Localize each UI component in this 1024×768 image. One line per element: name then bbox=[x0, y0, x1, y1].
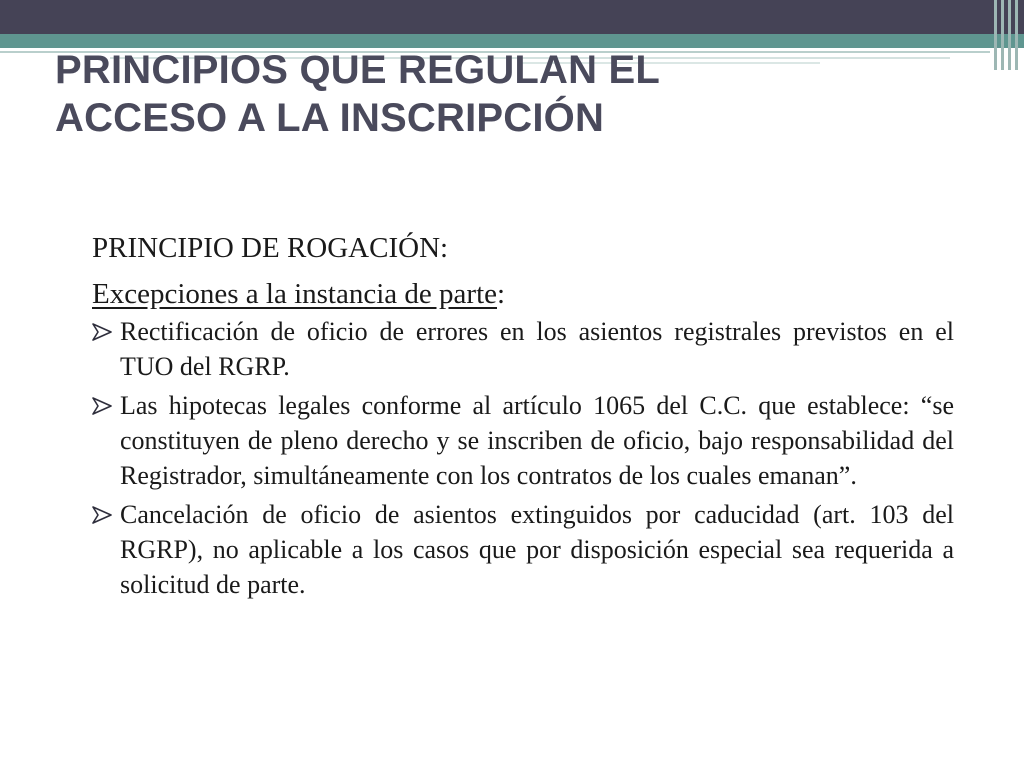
slide-title bbox=[55, 46, 955, 142]
list-item bbox=[92, 314, 954, 384]
list-item bbox=[92, 388, 954, 493]
bullet-text: Cancelación de oficio de asientos extinguidos por caducidad (art. 103 del RGRP), no aplicable a los casos que por disposición especial sea requerida a solicitud de parte. bbox=[120, 500, 954, 599]
decorative-stripes bbox=[990, 0, 1024, 70]
arrow-bullet-icon bbox=[92, 323, 112, 341]
stripe bbox=[994, 0, 997, 70]
title-line-1: PRINCIPIOS QUE REGULAN EL bbox=[55, 48, 661, 92]
section-heading: PRINCIPIO DE ROGACIÓN: bbox=[92, 232, 449, 264]
slide-body bbox=[92, 230, 954, 606]
title-line-2: ACCESO A LA INSCRIPCIÓN bbox=[55, 96, 605, 140]
section-subheading bbox=[92, 276, 954, 312]
stripe bbox=[1001, 0, 1004, 70]
bullet-text: Las hipotecas legales conforme al artículo 1065 del C.C. que establece: “se constituyen de pleno derecho y se inscriben de oficio, bajo responsabilidad del Registrador, simultáneamente con los contratos de los cuales emanan”. bbox=[120, 391, 954, 490]
subheading-colon: : bbox=[497, 278, 506, 310]
header-band-dark bbox=[0, 0, 1024, 34]
arrow-bullet-icon bbox=[92, 506, 112, 524]
stripe bbox=[1008, 0, 1011, 70]
bullet-text: Rectificación de oficio de errores en los asientos registrales previstos en el TUO del RGRP. bbox=[120, 317, 954, 381]
arrow-bullet-icon bbox=[92, 397, 112, 415]
subheading-underlined-text: Excepciones a la instancia de parte bbox=[92, 278, 497, 310]
list-item bbox=[92, 497, 954, 602]
stripe bbox=[1015, 0, 1018, 70]
bullet-list bbox=[92, 314, 954, 602]
